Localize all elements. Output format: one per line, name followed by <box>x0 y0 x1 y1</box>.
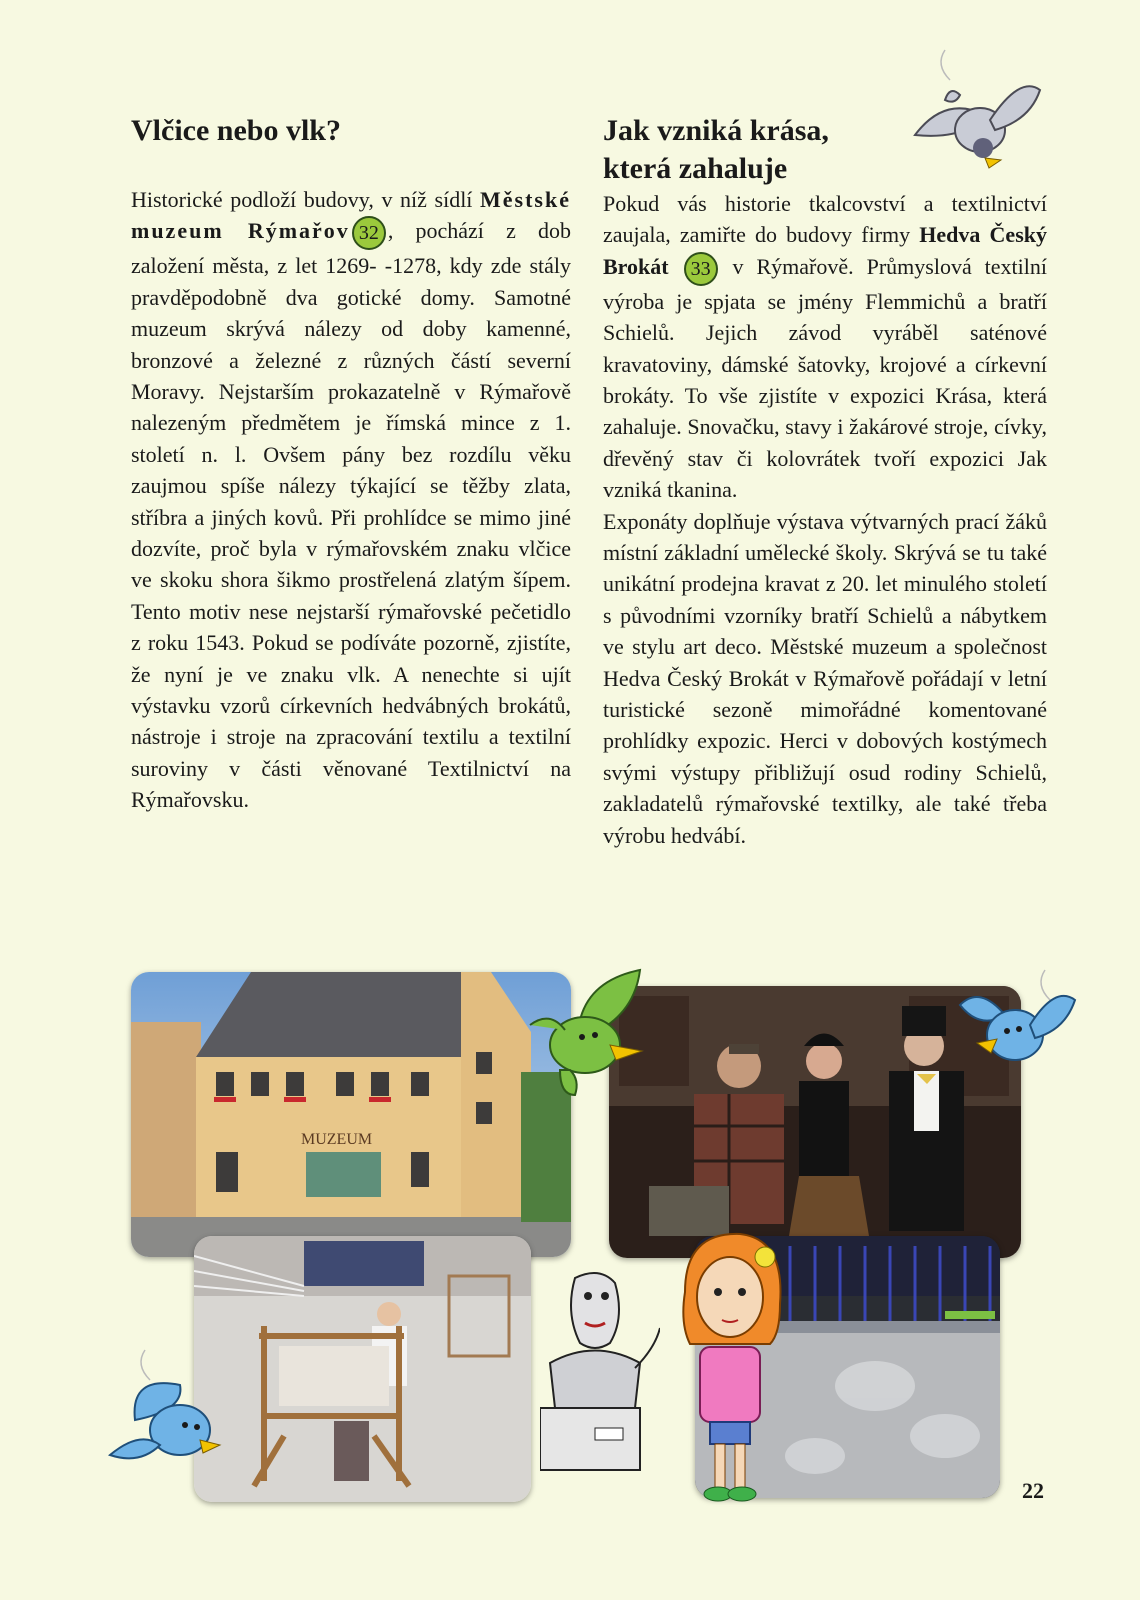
right-text-b: v Rýmařově. Průmyslová textilní výroba je spjata se jmény Flemmichů a bratří Schielů. Jejich závod vyráběl saténové kravatoviny, dámské šatovky, krojové a církevní brokáty. To vše zjistíte v expozici Krása, která zahaluje. Snovačku, stavy i žakárové stroje, cívky, dřevěný stav či kolovrátek tvoří expozici Jak vzniká tkanina. <box>603 253 1047 503</box>
left-title: Vlčice nebo vlk? <box>131 114 341 147</box>
bird-gray-icon <box>905 40 1045 180</box>
right-text-a: Pokud vás historie tkalcovství a textilnictví zaujala, zamiřte do budovy firmy <box>603 191 1047 248</box>
museum-sign: MUZEUM <box>301 1131 373 1148</box>
bird-blue-icon <box>955 965 1080 1085</box>
museum-name: Městské muzeum Rýmařov <box>131 187 571 244</box>
bird-green-icon <box>520 965 670 1100</box>
right-title-line1: Jak vzniká krása, <box>603 114 829 147</box>
loom-photo <box>194 1236 531 1502</box>
left-text-b: , pochází z dob založení města, z let 1269- -1278, kdy zde stály pravděpodobně dva gotické domy. Samotné muzeum skrývá nálezy od doby kamenné, bronzové a železné z různých částí severní Moravy. Nejstarším prokazatelně v Rýmařově nalezeným předmětem je římská mince z 1. století n. l. Ovšem pány bez rozdílu věku zaujmou spíše nálezy týkající se těžby zlata, stříbra a jiných kovů. Při prohlídce se mimo jiné dozvíte, proč byla v rýmařovském znaku vlčice ve skoku shora šikmo prostřelená zlatým šípem. Tento motiv nese nejstarší rýmařovské pečetidlo z roku 1543. Pokud se podíváte pozorně, zjistíte, že nyní je ve znaku vlk. A nenechte si ujít výstavku vzorů církevních hedvábných brokátů, nástroje i stroje na zpracování textilu a textilní suroviny v části věnované Textilnictví na Rýmařovsku. <box>131 218 571 813</box>
bust-character-icon <box>540 1268 660 1473</box>
page-number: 22 <box>1022 1478 1044 1503</box>
bird-blue-icon <box>105 1345 230 1475</box>
right-column <box>603 112 1047 851</box>
left-column <box>131 112 571 816</box>
right-paragraph-1 <box>603 188 1047 506</box>
girl-character-icon <box>670 1232 790 1507</box>
location-badge-33: 33 <box>684 252 718 286</box>
location-badge-32: 32 <box>352 216 386 250</box>
museum-photo <box>131 972 571 1257</box>
left-body <box>131 184 571 816</box>
right-title-line2: která zahaluje <box>603 152 788 185</box>
left-paragraph <box>131 184 571 816</box>
left-text-a: Historické podloží budovy, v níž sídlí <box>131 187 481 212</box>
right-body <box>603 188 1047 851</box>
company-name: Hedva Český Brokát <box>603 222 1047 279</box>
right-paragraph-2: Exponáty doplňuje výstava výtvarných prací žáků místní základní umělecké školy. Skrývá se tu také unikátní prodejna kravat z 20. let minulého století s původními vzorníky bratří Schielů a nábytkem ve stylu art deco. Městské muzeum a společnost Hedva Český Brokát v Rýmařově pořádají v letní turistické sezoně mimořádné komentované prohlídky expozic. Herci v dobových kostýmech svými výstupy přibližují osud rodiny Schielů, zakladatelů rýmařovské textilky, ale také třeba výrobu hedvábí. <box>603 508 1047 848</box>
